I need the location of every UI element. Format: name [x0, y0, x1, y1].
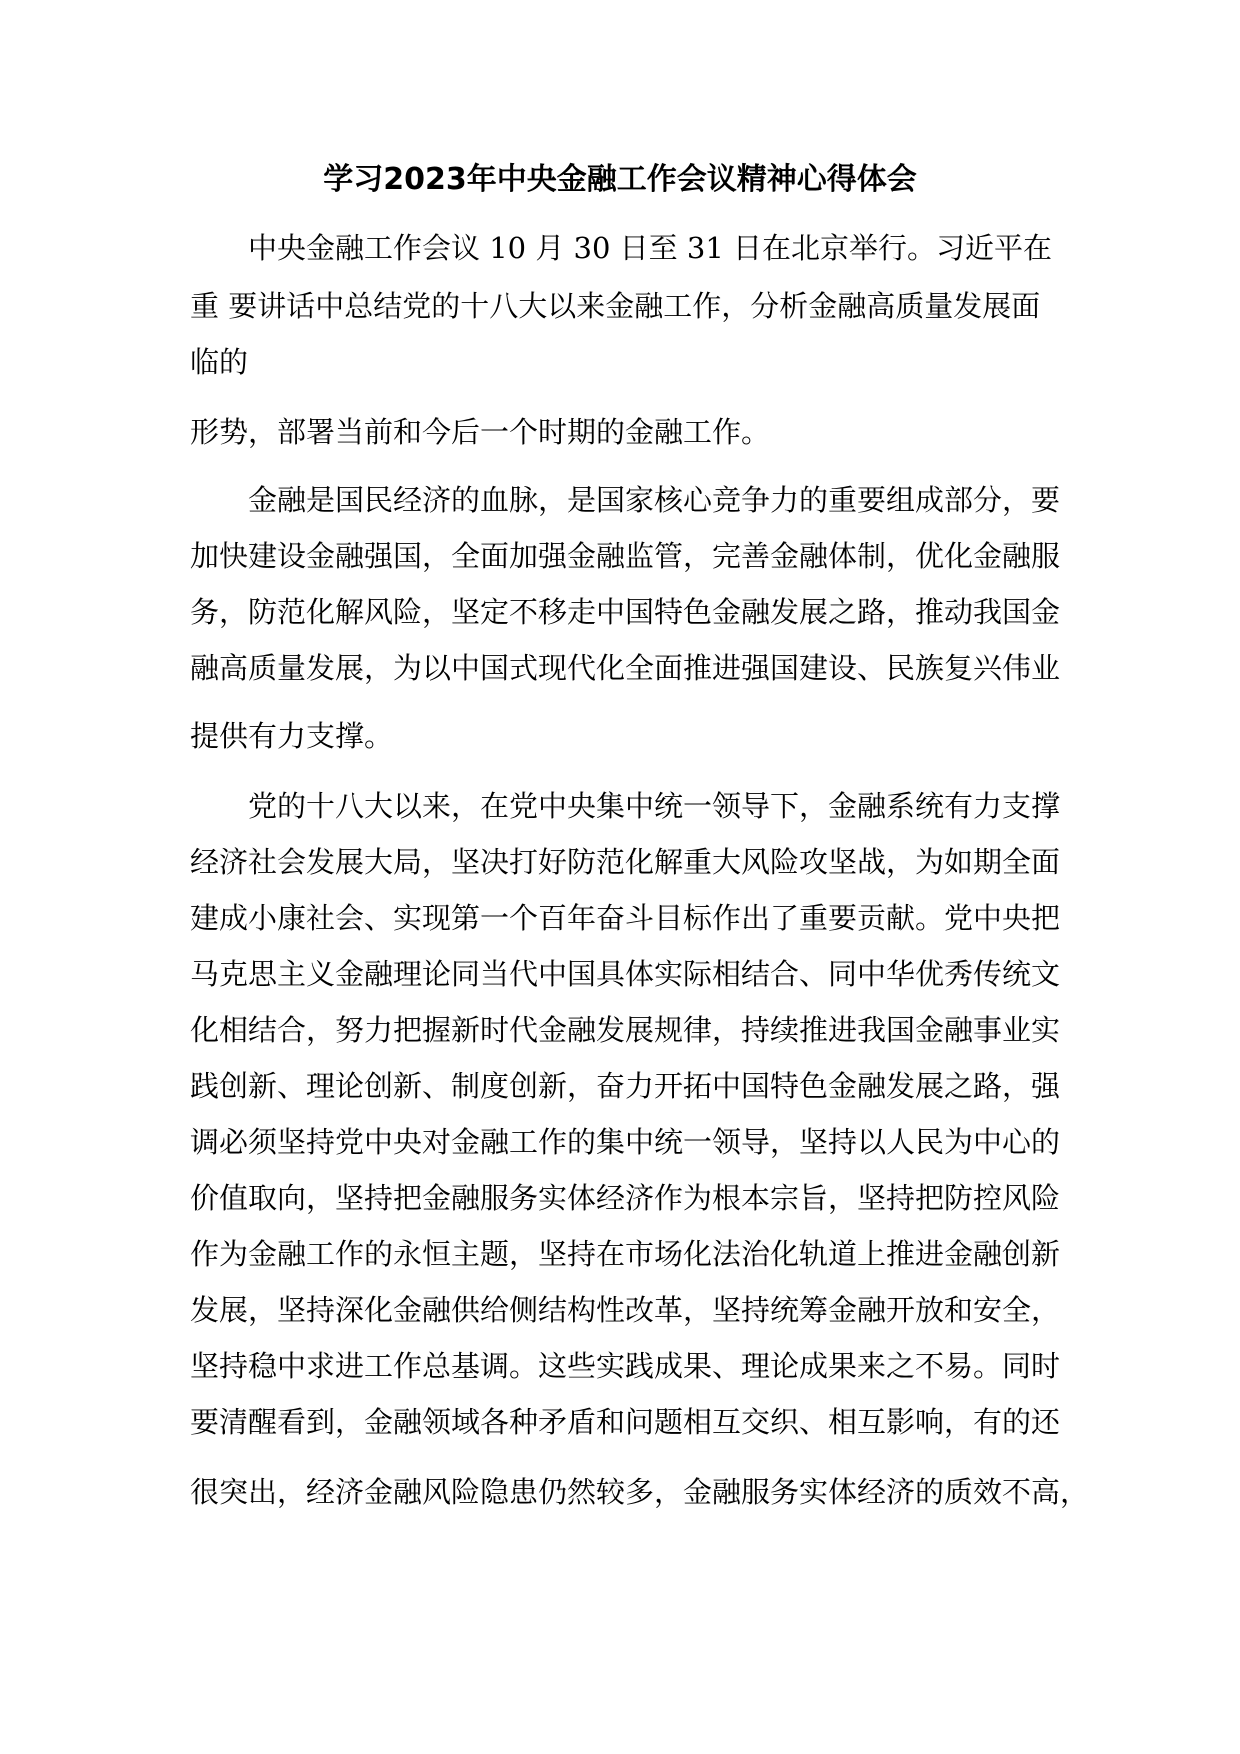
text-line: 马克思主义金融理论同当代中国具体实际相结合、同中华优秀传统文 — [190, 957, 1061, 991]
text-line: 提供有力支撑。 — [190, 719, 394, 753]
text-line: 中央金融工作会议 10 月 30 日至 31 日在北京举行。习近平在 — [248, 231, 1053, 265]
text-line: 融高质量发展，为以中国式现代化全面推进强国建设、民族复兴伟业 — [190, 651, 1061, 685]
text-line: 要清醒看到，金融领域各种矛盾和问题相互交织、相互影响，有的还 — [190, 1405, 1061, 1439]
text-line: 价值取向，坚持把金融服务实体经济作为根本宗旨，坚持把防控风险 — [190, 1181, 1061, 1215]
text-line: 发展，坚持深化金融供给侧结构性改革，坚持统筹金融开放和安全， — [190, 1293, 1061, 1327]
text-line: 建成小康社会、实现第一个百年奋斗目标作出了重要贡献。党中央把 — [190, 901, 1061, 935]
text-line: 化相结合，努力把握新时代金融发展规律，持续推进我国金融事业实 — [190, 1013, 1061, 1047]
text-line: 重 要讲话中总结党的十八大以来金融工作，分析金融高质量发展面 — [190, 289, 1041, 323]
text-line: 践创新、理论创新、制度创新，奋力开拓中国特色金融发展之路，强 — [190, 1069, 1061, 1103]
text-line: 金融是国民经济的血脉，是国家核心竞争力的重要组成部分，要 — [248, 483, 1061, 517]
text-line: 经济社会发展大局，坚决打好防范化解重大风险攻坚战，为如期全面 — [190, 845, 1061, 879]
text-line: 临的 — [190, 345, 249, 379]
text-line: 形势，部署当前和今后一个时期的金融工作。 — [190, 415, 771, 449]
text-line: 加快建设金融强国，全面加强金融监管，完善金融体制，优化金融服 — [190, 539, 1061, 573]
text-line: 坚持稳中求进工作总基调。这些实践成果、理论成果来之不易。同时 — [190, 1349, 1061, 1383]
text-line: 作为金融工作的永恒主题，坚持在市场化法治化轨道上推进金融创新 — [190, 1237, 1061, 1271]
text-line: 很突出，经济金融风险隐患仍然较多，金融服务实体经济的质效不高， — [190, 1475, 1090, 1509]
text-line: 调必须坚持党中央对金融工作的集中统一领导，坚持以人民为中心的 — [190, 1125, 1061, 1159]
document-title: 学习2023年中央金融工作会议精神心得体会 — [323, 162, 917, 197]
text-line: 党的十八大以来，在党中央集中统一领导下，金融系统有力支撑 — [248, 789, 1061, 823]
text-line: 务，防范化解风险，坚定不移走中国特色金融发展之路，推动我国金 — [190, 595, 1061, 629]
